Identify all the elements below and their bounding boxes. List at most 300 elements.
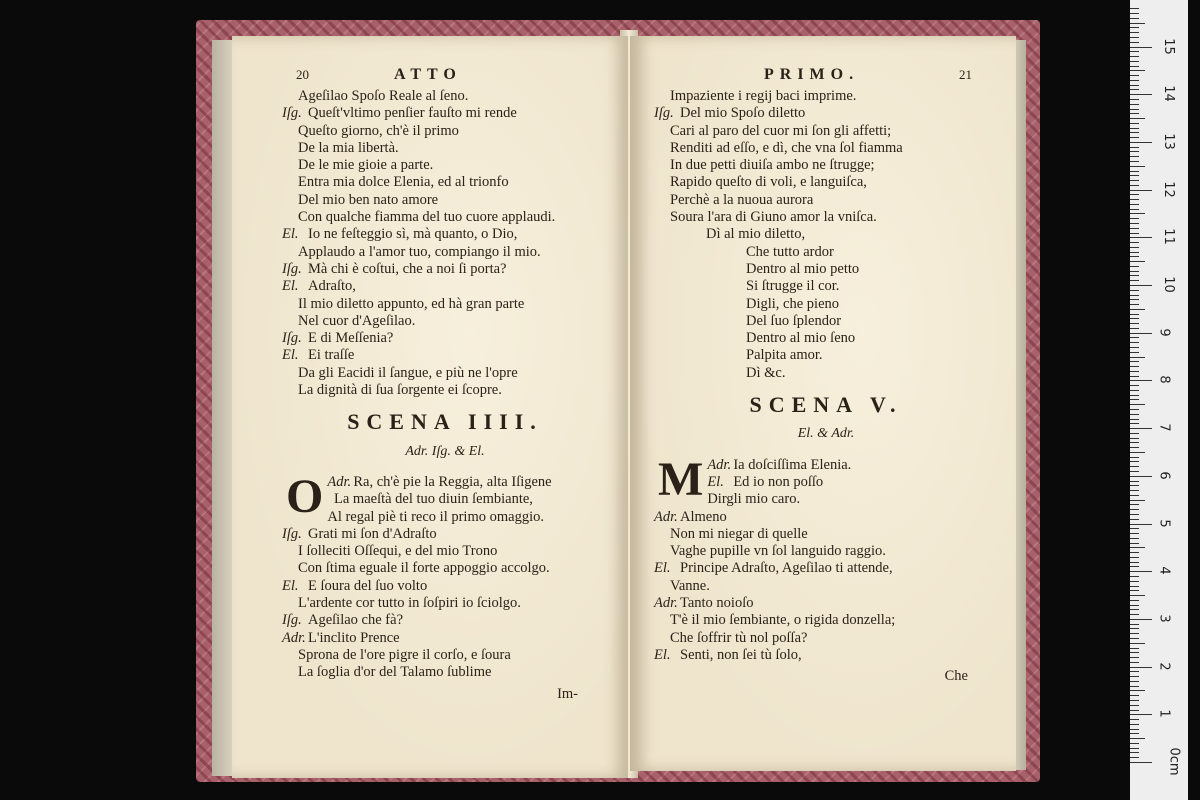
ruler-tick <box>1130 271 1139 272</box>
ruler-tick <box>1130 390 1139 391</box>
ruler-tick <box>1130 175 1139 176</box>
ruler-tick <box>1130 714 1152 715</box>
speaker-label: El. <box>282 278 299 295</box>
ruler-tick <box>1130 733 1139 734</box>
ruler-label: 1 <box>1156 709 1172 718</box>
verse-text: Dirgli mio caro. <box>707 491 801 508</box>
ruler-tick <box>1130 266 1139 267</box>
ruler-tick <box>1130 633 1139 634</box>
ruler-tick <box>1130 657 1139 658</box>
verse-text: Del ſuo ſplendor <box>746 312 842 329</box>
left-page-number: 20 <box>296 67 309 82</box>
ruler-tick <box>1130 213 1145 214</box>
ruler-tick <box>1130 738 1145 739</box>
ruler-tick <box>1130 8 1139 9</box>
ruler-tick <box>1130 218 1139 219</box>
left-catchword: Im- <box>557 685 578 702</box>
ruler-tick <box>1130 447 1139 448</box>
ruler-tick <box>1130 166 1145 167</box>
ruler-tick <box>1130 18 1139 19</box>
ruler-tick <box>1130 695 1139 696</box>
ruler-tick <box>1130 481 1139 482</box>
text-line <box>282 296 608 313</box>
text-line <box>654 647 998 664</box>
verse-text: Ageſilao che fà? <box>308 612 404 629</box>
text-line <box>282 491 608 508</box>
ruler-tick <box>1130 595 1145 596</box>
text-line <box>282 192 608 209</box>
ruler-label: 6 <box>1156 471 1172 480</box>
verse-text: Del mio Spoſo diletto <box>680 105 806 122</box>
speaker-label: Adr. <box>654 508 678 525</box>
ruler-tick <box>1130 171 1139 172</box>
text-line <box>282 347 608 364</box>
text-line <box>282 261 608 278</box>
ruler-tick <box>1130 180 1139 181</box>
verse-text: Queſto giorno, ch'è il primo <box>298 122 459 139</box>
ruler-tick <box>1130 27 1139 28</box>
ruler-tick <box>1130 433 1139 434</box>
verse-text: Queſt'vltimo penſier fauſto mi rende <box>308 105 517 122</box>
ruler-tick <box>1130 237 1152 238</box>
right-text-block-bottom <box>654 452 998 665</box>
ruler-tick <box>1130 118 1145 119</box>
ruler-tick <box>1130 399 1139 400</box>
ruler-tick <box>1130 404 1145 405</box>
verse-text: Ei traſſe <box>308 347 355 364</box>
speaker-label: Iſg. <box>282 330 302 347</box>
ruler-label: 4 <box>1156 566 1172 575</box>
verse-text: Perchè a la nuoua aurora <box>670 191 814 208</box>
text-line <box>654 296 998 313</box>
speaker-label: El. <box>282 577 299 594</box>
ruler-tick <box>1130 109 1139 110</box>
text-line <box>282 382 608 399</box>
speaker-label: El. <box>282 226 299 243</box>
ruler-tick <box>1130 547 1145 548</box>
verse-text: Cari al paro del cuor mi ſon gli affetti; <box>670 122 892 139</box>
ruler-tick <box>1130 757 1139 758</box>
ruler-tick <box>1130 676 1139 677</box>
speaker-label: Adr. <box>327 473 352 490</box>
text-line <box>654 578 998 595</box>
text-line <box>654 105 998 122</box>
ruler-tick <box>1130 471 1139 472</box>
ruler-tick <box>1130 337 1139 338</box>
ruler-tick <box>1130 223 1139 224</box>
ruler-label: 13 <box>1160 133 1176 150</box>
ruler-tick <box>1130 485 1139 486</box>
verse-text: La dignità di ſua ſorgente ei ſcopre. <box>298 382 502 399</box>
ruler-tick <box>1130 342 1139 343</box>
ruler-tick <box>1130 395 1139 396</box>
ruler-tick <box>1130 533 1139 534</box>
verse-text: Non mi niegar di quelle <box>670 525 808 542</box>
text-line <box>282 105 608 122</box>
verse-text: Palpita amor. <box>746 347 823 364</box>
verse-text: Grati mi ſon d'Adraſto <box>308 525 437 542</box>
drop-cap-letter: M <box>658 452 704 506</box>
ruler-tick <box>1130 318 1139 319</box>
ruler-tick <box>1130 61 1139 62</box>
text-line <box>654 347 998 364</box>
ruler-tick <box>1130 242 1139 243</box>
text-line <box>654 560 998 577</box>
ruler-tick <box>1130 719 1139 720</box>
speaker-label: Iſg. <box>282 260 302 277</box>
ruler-tick <box>1130 185 1139 186</box>
ruler-tick <box>1130 299 1139 300</box>
ruler-tick <box>1130 99 1139 100</box>
ruler-label: 5 <box>1156 518 1172 528</box>
ruler-tick <box>1130 452 1145 453</box>
ruler-tick <box>1130 94 1152 95</box>
ruler-tick <box>1130 461 1139 462</box>
verse-text: Ageſilao Spoſo Reale al ſeno. <box>298 88 469 104</box>
text-line <box>654 543 998 560</box>
ruler-tick <box>1130 648 1139 649</box>
ruler-label: 12 <box>1160 180 1176 198</box>
drop-cap-letter: O <box>286 469 324 523</box>
text-line <box>282 278 608 295</box>
ruler-tick <box>1130 500 1145 501</box>
ruler-tick <box>1130 576 1139 577</box>
speaker-label: El. <box>707 473 724 490</box>
ruler-tick <box>1130 671 1139 672</box>
ruler-tick <box>1130 385 1139 386</box>
verse-text: Che tutto ardor <box>746 243 834 260</box>
verse-text: Vaghe pupille vn ſol languido raggio. <box>670 543 886 560</box>
verse-text: De le mie gioie a parte. <box>298 157 434 174</box>
ruler-tick <box>1130 667 1152 668</box>
verse-text: Mà chi è coſtui, che a noi ſi porta? <box>308 260 507 277</box>
text-line <box>282 578 608 595</box>
verse-text: Sprona de l'ore pigre il corſo, e ſoura <box>298 646 511 663</box>
verse-text: Soura l'ara di Giuno amor la vniſca. <box>670 209 877 226</box>
verse-text: L'inclito Prence <box>308 629 400 646</box>
ruler-tick <box>1130 85 1139 86</box>
text-line <box>282 88 608 105</box>
ruler-tick <box>1130 752 1139 753</box>
ruler-tick <box>1130 729 1139 730</box>
ruler-tick <box>1130 438 1139 439</box>
verse-text: Adraſto, <box>308 278 356 295</box>
ruler-tick <box>1130 295 1139 296</box>
ruler-tick <box>1130 419 1139 420</box>
ruler-tick <box>1130 309 1145 310</box>
verse-text: Si ſtrugge il cor. <box>746 278 840 295</box>
ruler-tick <box>1130 233 1139 234</box>
ruler-tick <box>1130 285 1152 286</box>
ruler-tick <box>1130 423 1139 424</box>
text-line <box>654 123 998 140</box>
ruler-tick <box>1130 123 1139 124</box>
ruler-tick <box>1130 442 1139 443</box>
ruler-tick <box>1130 614 1139 615</box>
left-running-head: ATTO <box>394 66 462 83</box>
ruler-tick <box>1130 686 1139 687</box>
verse-text: Ia doſciſſima Elenia. <box>733 456 852 473</box>
ruler-tick <box>1130 619 1152 620</box>
ruler-tick <box>1130 376 1139 377</box>
text-line <box>282 226 608 243</box>
ruler-tick <box>1130 743 1139 744</box>
ruler-tick <box>1130 638 1139 639</box>
ruler-tick <box>1130 37 1139 38</box>
right-running-head: PRIMO. <box>764 66 860 83</box>
ruler-tick <box>1130 581 1139 582</box>
ruler-tick <box>1130 314 1139 315</box>
ruler-tick <box>1130 190 1152 191</box>
ruler-label: 9 <box>1156 328 1172 337</box>
speaker-label: El. <box>654 646 671 663</box>
left-page <box>232 36 628 778</box>
text-line <box>654 278 998 295</box>
ruler-label: 3 <box>1156 614 1172 623</box>
text-line <box>654 226 998 243</box>
verse-text: Entra mia dolce Elenia, ed al trionfo <box>298 174 509 191</box>
ruler-tick <box>1130 605 1139 606</box>
verse-text: Almeno <box>680 508 727 525</box>
ruler-tick <box>1130 142 1152 143</box>
text-line <box>282 209 608 226</box>
text-line <box>654 365 998 382</box>
ruler-tick <box>1130 524 1152 525</box>
ruler-tick <box>1130 32 1139 33</box>
ruler-tick <box>1130 23 1145 24</box>
right-page-header <box>654 66 998 88</box>
ruler-tick <box>1130 104 1139 105</box>
verse-text: La maeſtà del tuo diuin ſembiante, <box>334 491 533 508</box>
ruler-tick <box>1130 624 1139 625</box>
verse-text: Il mio diletto appunto, ed hà gran parte <box>298 295 525 312</box>
ruler-tick <box>1130 128 1139 129</box>
ruler-tick <box>1130 600 1139 601</box>
ruler-tick <box>1130 566 1139 567</box>
ruler-tick <box>1130 161 1139 162</box>
ruler-tick <box>1130 562 1139 563</box>
left-text-block-top <box>282 88 608 399</box>
verse-text: Ed io non poſſo <box>733 473 824 490</box>
right-scene-cast: El. & Adr. <box>797 426 855 442</box>
verse-text: Dì &c. <box>746 364 786 381</box>
verse-text: La ſoglia d'or del Talamo ſublime <box>298 664 492 681</box>
ruler-tick <box>1130 280 1139 281</box>
ruler-tick <box>1130 80 1139 81</box>
speaker-label: Adr. <box>282 629 306 646</box>
ruler-tick <box>1130 495 1139 496</box>
ruler-label: 8 <box>1156 375 1172 385</box>
speaker-label: Iſg. <box>654 105 674 122</box>
text-line <box>282 365 608 382</box>
verse-text: Con ſtima eguale il forte appoggio accolgo. <box>298 560 550 577</box>
text-line <box>282 630 608 647</box>
ruler-tick <box>1130 557 1139 558</box>
text-line <box>654 595 998 612</box>
speaker-label: Iſg. <box>282 612 302 629</box>
ruler-tick <box>1130 13 1139 14</box>
ruler-tick <box>1130 366 1139 367</box>
ruler-tick <box>1130 256 1139 257</box>
verse-text: Dì al mio diletto, <box>706 226 806 243</box>
ruler-tick <box>1130 357 1145 358</box>
verse-text: Applaudo a l'amor tuo, compiango il mio. <box>298 243 541 260</box>
ruler-tick <box>1130 89 1139 90</box>
verse-text: Da gli Eacidi il ſangue, e più ne l'opre <box>298 364 518 381</box>
text-line <box>654 261 998 278</box>
ruler-tick <box>1130 519 1139 520</box>
ruler-tick <box>1130 710 1139 711</box>
ruler-tick <box>1130 290 1139 291</box>
text-line <box>654 157 998 174</box>
text-line <box>654 209 998 226</box>
ruler-tick <box>1130 51 1139 52</box>
measurement-ruler <box>1130 0 1188 800</box>
ruler-tick <box>1130 66 1139 67</box>
ruler-tick <box>1130 748 1139 749</box>
ruler-tick <box>1130 328 1139 329</box>
ruler-tick <box>1130 414 1139 415</box>
text-line <box>282 330 608 347</box>
verse-text: Impaziente i regij baci imprime. <box>670 88 857 104</box>
ruler-tick <box>1130 56 1139 57</box>
text-line <box>282 313 608 330</box>
verse-text: Ra, ch'è pie la Reggia, alta Iſigene <box>353 473 552 490</box>
ruler-tick <box>1130 361 1139 362</box>
left-scene-title: SCENA IIII. <box>347 409 543 435</box>
speaker-label: El. <box>282 347 299 364</box>
verse-text: Vanne. <box>670 577 710 594</box>
ruler-tick <box>1130 194 1139 195</box>
text-line <box>654 509 998 526</box>
text-line <box>282 174 608 191</box>
ruler-tick <box>1130 147 1139 148</box>
verse-text: Nel cuor d'Ageſilao. <box>298 312 416 329</box>
verse-text: Digli, che pieno <box>746 295 840 312</box>
verse-text: In due petti diuiſa ambo ne ſtrugge; <box>670 157 875 174</box>
verse-text: Senti, non ſei tù ſolo, <box>680 646 802 663</box>
ruler-tick <box>1130 252 1139 253</box>
ruler-tick <box>1130 628 1139 629</box>
verse-text: Dentro al mio petto <box>746 260 860 277</box>
ruler-tick <box>1130 75 1139 76</box>
text-line <box>654 526 998 543</box>
ruler-tick <box>1130 681 1139 682</box>
ruler-tick <box>1130 204 1139 205</box>
ruler-tick <box>1130 586 1139 587</box>
text-line <box>282 543 608 560</box>
ruler-tick <box>1130 113 1139 114</box>
text-line <box>282 140 608 157</box>
text-line <box>282 612 608 629</box>
text-line <box>654 330 998 347</box>
right-catchword: Che <box>944 668 968 685</box>
ruler-tick <box>1130 700 1139 701</box>
ruler-tick <box>1130 42 1139 43</box>
ruler-tick <box>1130 247 1139 248</box>
ruler-label: 11 <box>1160 228 1176 246</box>
ruler-tick <box>1130 323 1139 324</box>
verse-text: I ſolleciti Oſſequi, e del mio Trono <box>298 543 498 560</box>
verse-text: Io ne feſteggio sì, mà quanto, o Dio, <box>308 226 518 243</box>
ruler-tick <box>1130 528 1139 529</box>
ruler-tick <box>1130 352 1139 353</box>
verse-text: Renditi ad eſſo, e dì, che vna ſol fiamma <box>670 139 903 156</box>
left-page-header <box>282 66 608 88</box>
text-line <box>282 647 608 664</box>
text-line <box>654 491 998 508</box>
verse-text: L'ardente cor tutto in ſoſpiri io ſciolgo. <box>298 595 521 612</box>
ruler-label: 14 <box>1160 85 1176 102</box>
speaker-label: Iſg. <box>282 525 302 542</box>
ruler-tick <box>1130 333 1152 334</box>
text-line <box>654 244 998 261</box>
text-line <box>282 526 608 543</box>
ruler-tick <box>1130 514 1139 515</box>
verse-text: Dentro al mio ſeno <box>746 330 856 347</box>
ruler-tick <box>1130 504 1139 505</box>
speaker-label: Iſg. <box>282 105 302 122</box>
ruler-tick <box>1130 705 1139 706</box>
text-line <box>654 474 998 491</box>
verse-text: Del mio ben nato amore <box>298 191 439 208</box>
ruler-tick <box>1130 552 1139 553</box>
ruler-tick <box>1130 609 1139 610</box>
text-line <box>654 612 998 629</box>
ruler-tick <box>1130 380 1152 381</box>
ruler-label: 2 <box>1156 661 1172 671</box>
text-line <box>654 88 998 105</box>
ruler-tick <box>1130 199 1139 200</box>
ruler-tick <box>1130 457 1139 458</box>
ruler-label: 15 <box>1160 37 1176 55</box>
verse-text: Con qualche fiamma del tuo cuore applaudi. <box>298 209 556 226</box>
verse-text: Al regal piè ti reco il primo omaggio. <box>327 508 544 525</box>
text-line <box>282 123 608 140</box>
speaker-label: El. <box>654 560 671 577</box>
ruler-tick <box>1130 543 1139 544</box>
verse-text: Rapido queſto di voli, e languiſca, <box>670 174 867 191</box>
ruler-tick <box>1130 652 1139 653</box>
verse-text: De la mia libertà. <box>298 139 399 156</box>
verse-text: Che ſoffrir tù nol poſſa? <box>670 629 808 646</box>
verse-text: T'è il mio ſembiante, o rigida donzella; <box>670 612 896 629</box>
right-scene-title: SCENA V. <box>749 392 903 418</box>
right-page <box>630 36 1016 771</box>
ruler-tick <box>1130 509 1139 510</box>
ruler-tick <box>1130 304 1139 305</box>
speaker-label: Adr. <box>654 595 678 612</box>
ruler-tick <box>1130 156 1139 157</box>
ruler-tick <box>1130 428 1152 429</box>
ruler-tick <box>1130 347 1139 348</box>
text-line <box>282 560 608 577</box>
text-line <box>654 630 998 647</box>
verse-text: Principe Adraſto, Ageſilao ti attende, <box>680 560 893 577</box>
text-line <box>282 244 608 261</box>
text-line <box>282 595 608 612</box>
text-line <box>282 509 608 526</box>
ruler-tick <box>1130 643 1145 644</box>
text-line <box>654 140 998 157</box>
text-line <box>282 157 608 174</box>
text-line <box>654 192 998 209</box>
ruler-tick <box>1130 70 1145 71</box>
ruler-tick <box>1130 132 1139 133</box>
ruler-label: 0cm <box>1166 747 1182 776</box>
ruler-tick <box>1130 590 1139 591</box>
ruler-tick <box>1130 409 1139 410</box>
